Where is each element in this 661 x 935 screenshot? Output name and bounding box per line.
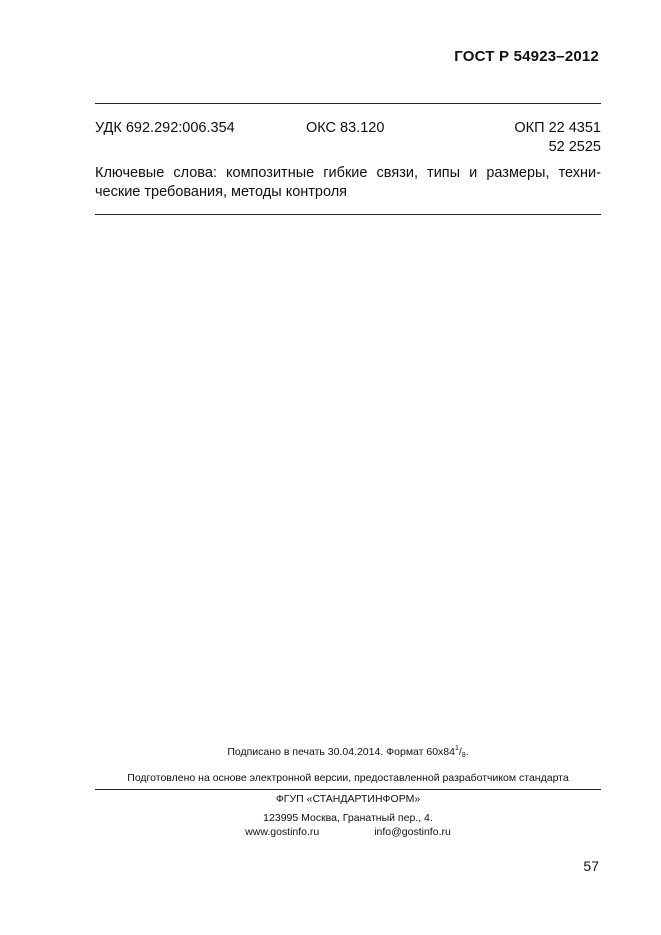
- keywords-divider: [95, 214, 601, 215]
- prepared-note: Подготовлено на основе электронной версии, предоставленной разработчиком стандарта: [127, 772, 569, 784]
- signed-suffix: .: [465, 746, 469, 758]
- publisher-name: ФГУП «СТАНДАРТИНФОРМ»: [275, 793, 421, 805]
- website-text: www.gostinfo.ru: [245, 826, 320, 838]
- format-numerator: 1: [454, 745, 459, 752]
- keywords-line-1: Ключевые слова: композитные гибкие связи, типы и размеры, техни-: [95, 165, 601, 181]
- okp-code-line-1: ОКП 22 4351: [514, 120, 601, 136]
- okp-code-line-2: 52 2525: [548, 139, 601, 155]
- publisher-contacts: [95, 825, 601, 839]
- signed-text: Подписано в печать 30.04.2014. Формат 60x84: [227, 746, 455, 758]
- header-divider: [95, 103, 601, 104]
- udk-code: УДК 692.292:006.354: [95, 120, 235, 136]
- standard-id-header: ГОСТ Р 54923–2012: [454, 48, 599, 65]
- page-number: 57: [583, 858, 599, 874]
- keywords-line-2: ческие требования, методы контроля: [95, 184, 348, 200]
- oks-code: ОКС 83.120: [306, 120, 385, 136]
- keywords-block: [95, 164, 601, 202]
- imprint-divider: [95, 789, 601, 790]
- email-text: info@gostinfo.ru: [374, 826, 451, 838]
- signed-for-print: Подписано в печать 30.04.2014. Формат $60x84^1/_8$.: [227, 745, 469, 759]
- format-denominator: 8: [461, 752, 466, 759]
- okp-codes: [514, 119, 601, 157]
- publisher-address: 123995 Москва, Гранатный пер., 4.: [263, 812, 433, 824]
